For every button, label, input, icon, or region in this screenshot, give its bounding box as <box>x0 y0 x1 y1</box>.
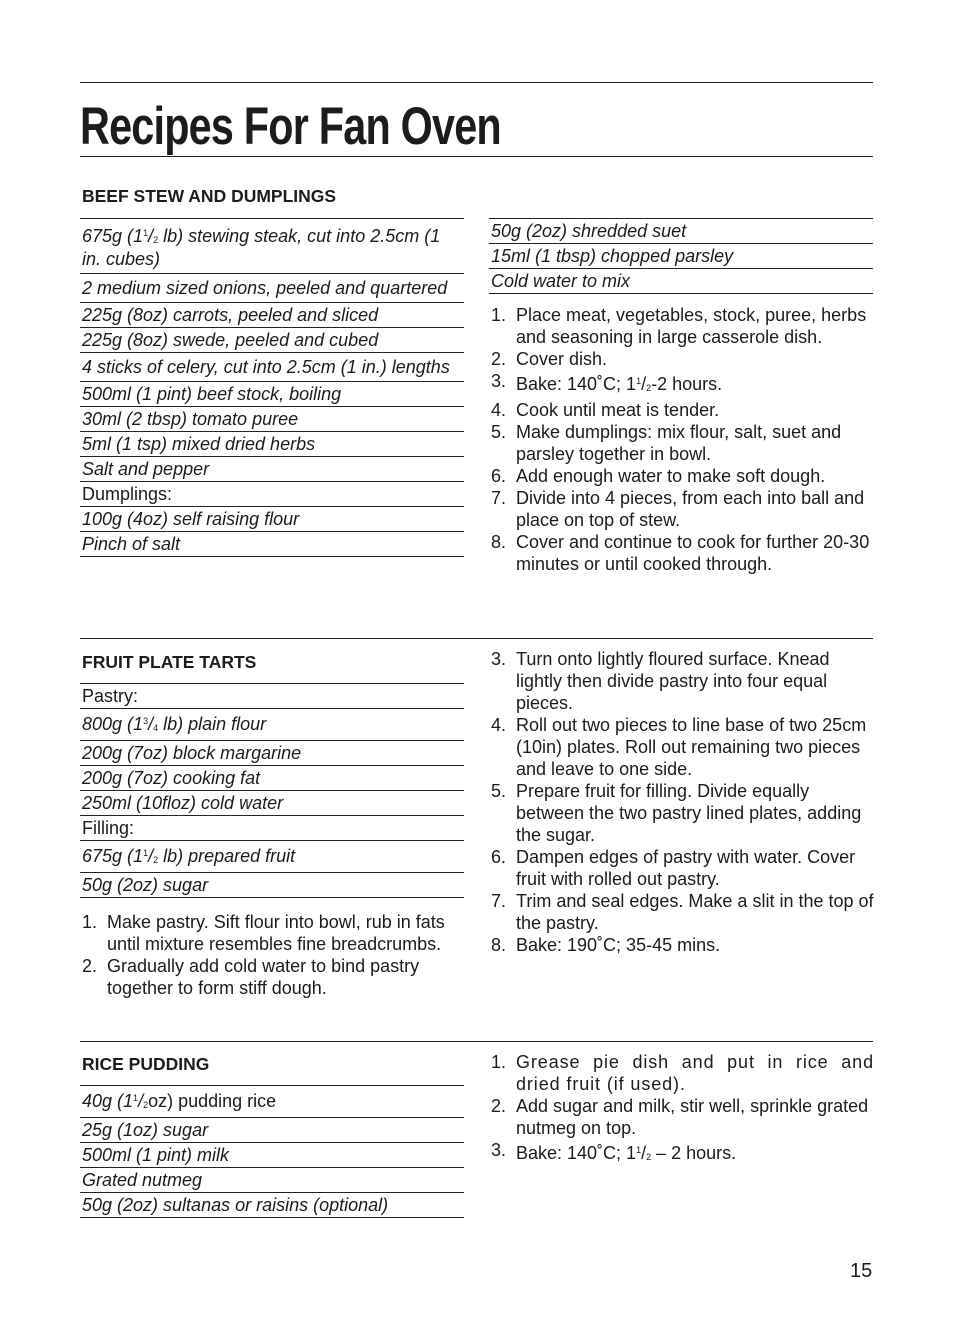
ingredient-item: 40g $(1^1/_2oz)$ pudding rice <box>80 1085 464 1117</box>
ingredient-item: Pinch of salt <box>80 531 464 557</box>
beef-method-steps <box>490 304 874 575</box>
ingredient-item: 50g (2oz) sugar <box>80 872 464 898</box>
ingredient-item: 225g (8oz) carrots, peeled and sliced <box>80 302 464 327</box>
rice-ingredients <box>80 1085 464 1218</box>
ingredient-item: Grated nutmeg <box>80 1167 464 1192</box>
ingredient-item: 50g (2oz) sultanas or raisins (optional) <box>80 1192 464 1218</box>
method-step: 4. Roll out two pieces to line base of two 25cm (10in) plates. Roll out remaining two pieces and leave to one side. <box>491 715 867 779</box>
method-step: 3. Turn onto lightly floured surface. Knead lightly then divide pastry into four equal pieces. <box>491 649 830 713</box>
ingredient-item: 675g ($1^1/_2$ lb) prepared fruit <box>80 840 464 872</box>
ingredient-subheading: Dumplings: <box>80 481 464 506</box>
beef-ingredients-left <box>80 218 464 557</box>
section-divider <box>80 638 873 639</box>
method-step: 2. Gradually add cold water to bind pastry together to form stiff dough. <box>82 956 420 998</box>
section-divider <box>80 1041 873 1042</box>
method-step: 3. Bake: 140˚C; $1^1/_2-2$ hours. <box>491 371 723 394</box>
method-step: 5. Make dumplings: mix flour, salt, suet and parsley together in bowl. <box>491 422 842 464</box>
ingredient-item: 200g (7oz) block margarine <box>80 740 464 765</box>
method-step: 1. Make pastry. Sift flour into bowl, rub in fats until mixture resembles fine breadcrumbs. <box>82 912 445 954</box>
ingredient-item: 225g (8oz) swede, peeled and cubed <box>80 327 464 352</box>
ingredient-item: 4 sticks of celery, cut into 2.5cm (1 in.) lengths <box>80 352 464 381</box>
ingredient-item: 50g (2oz) shredded suet <box>489 218 873 243</box>
method-step: 7. Divide into 4 pieces, from each into ball and place on top of stew. <box>491 488 865 530</box>
ingredient-item: 800g ($1^3/_4$ lb) plain flour <box>80 708 464 740</box>
method-step: 8. Cover and continue to cook for further 20-30 minutes or until cooked through. <box>491 532 870 574</box>
method-step: 4. Cook until meat is tender. <box>491 400 720 420</box>
method-step: 6. Add enough water to make soft dough. <box>491 466 826 486</box>
page-title: Recipes For Fan Oven <box>80 97 501 156</box>
ingredient-item: 500ml (1 pint) beef stock, boiling <box>80 381 464 406</box>
page-number: 15 <box>850 1260 873 1282</box>
method-step: 8. Bake: 190˚C; 35-45 mins. <box>491 935 721 955</box>
method-step: 3. Bake: 140˚C; $1^1/_2 - 2$ hours. <box>491 1140 737 1163</box>
title-underline <box>80 156 873 157</box>
ingredient-item: 5ml (1 tsp) mixed dried herbs <box>80 431 464 456</box>
tarts-method-steps-left <box>81 911 465 999</box>
method-step: 1. Grease pie dish and put in rice and dried fruit (if used). <box>491 1052 874 1094</box>
ingredient-subheading: Filling: <box>80 815 464 840</box>
method-step: 2. Cover dish. <box>491 349 608 369</box>
recipe-heading-fruit-plate-tarts: FRUIT PLATE TARTS <box>82 652 257 672</box>
ingredient-item: 675g ($1^1/_2$ lb) stewing steak, cut into 2.5cm (1 in. cubes) <box>80 218 464 273</box>
method-step: 1. Place meat, vegetables, stock, puree, herbs and seasoning in large casserole dish. <box>491 305 867 347</box>
tarts-ingredients <box>80 683 464 898</box>
method-step: 2. Add sugar and milk, stir well, sprinkle grated nutmeg on top. <box>491 1096 869 1138</box>
ingredient-item: 100g (4oz) self raising flour <box>80 506 464 531</box>
method-step: 7. Trim and seal edges. Make a slit in the top of the pastry. <box>491 891 874 933</box>
ingredient-item: 25g (1oz) sugar <box>80 1117 464 1142</box>
ingredient-item: 15ml (1 tbsp) chopped parsley <box>489 243 873 268</box>
ingredient-item: 200g (7oz) cooking fat <box>80 765 464 790</box>
tarts-method-steps-right <box>490 648 874 956</box>
ingredient-item: Cold water to mix <box>489 268 873 294</box>
beef-ingredients-right <box>489 218 873 294</box>
ingredient-item: 500ml (1 pint) milk <box>80 1142 464 1167</box>
recipe-heading-rice-pudding: RICE PUDDING <box>82 1054 210 1074</box>
recipe-heading-beef-stew: BEEF STEW AND DUMPLINGS <box>82 186 337 206</box>
top-rule <box>80 82 873 83</box>
ingredient-item: 2 medium sized onions, peeled and quartered <box>80 273 464 302</box>
rice-method-steps <box>490 1051 874 1168</box>
method-step: 5. Prepare fruit for filling. Divide equally between the two pastry lined plates, adding the sugar. <box>491 781 862 845</box>
ingredient-item: 30ml (2 tbsp) tomato puree <box>80 406 464 431</box>
ingredient-item: Salt and pepper <box>80 456 464 481</box>
ingredient-subheading: Pastry: <box>80 683 464 708</box>
ingredient-item: 250ml (10floz) cold water <box>80 790 464 815</box>
method-step: 6. Dampen edges of pastry with water. Cover fruit with rolled out pastry. <box>491 847 856 889</box>
